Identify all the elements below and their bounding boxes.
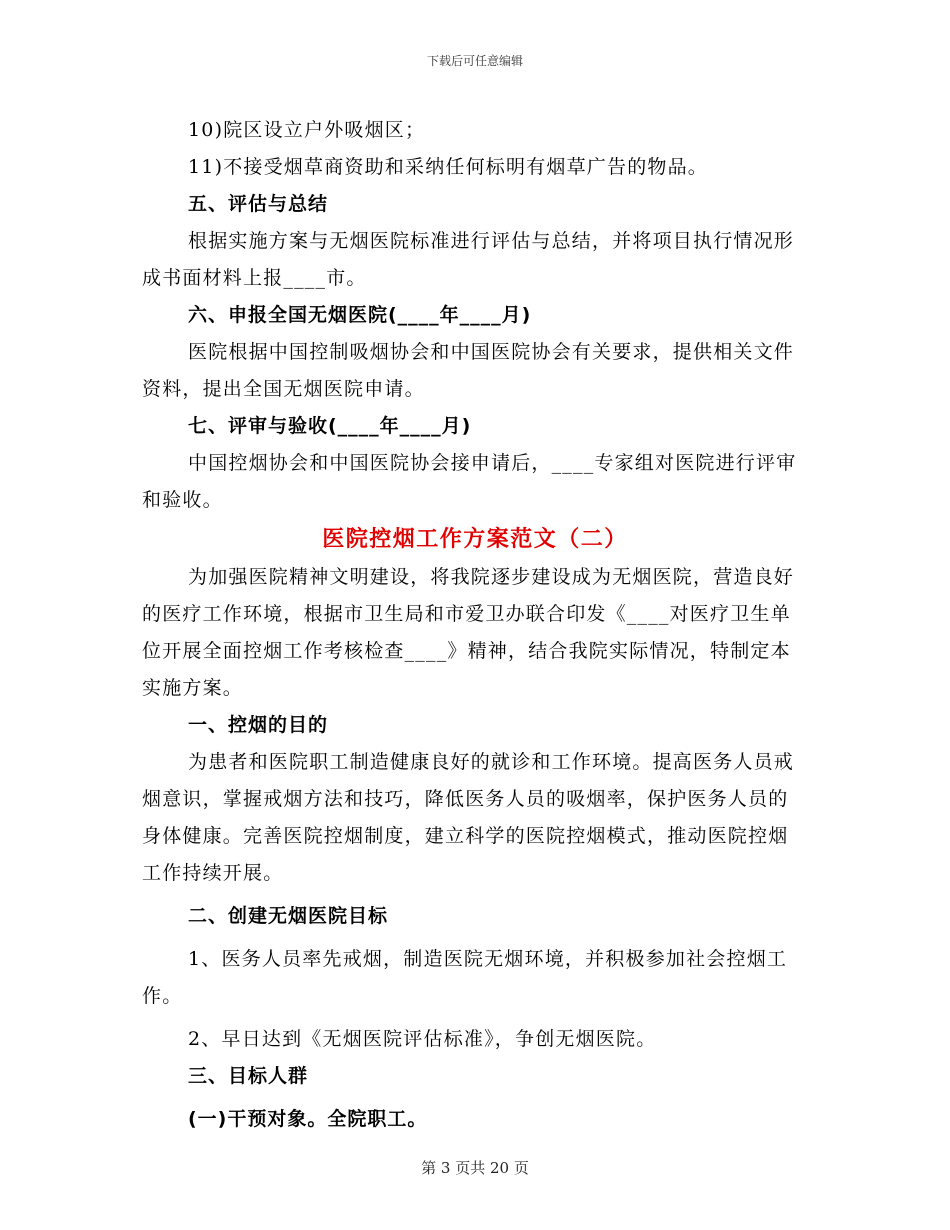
subheading-intervention: (一)干预对象。全院职工。 — [188, 1108, 428, 1130]
paragraph-intro: 为加强医院精神文明建设，将我院逐步建设成为无烟医院，营造良好的医疗工作环境，根据市卫生局和市爱卫办联合印发《____对医疗卫生单位开展全面控烟工作考核检查____》精神，结合我院实际情况，特制定本实施方案。 — [142, 566, 795, 699]
section-heading-apply: 六、申报全国无烟医院(____年____月) — [188, 304, 532, 326]
list-item-10: 10)院区设立户外吸烟区； — [188, 119, 426, 141]
section-heading-review: 七、评审与验收(____年____月) — [188, 415, 472, 437]
goal-item-1: 1、医务人员率先戒烟，制造医院无烟环境，并积极参加社会控烟工作。 — [142, 948, 788, 1007]
section-heading-target: 三、目标人群 — [188, 1065, 309, 1087]
document-title: 医院控烟工作方案范文（二） — [322, 527, 628, 552]
paragraph-evaluation: 根据实施方案与无烟医院标准进行评估与总结，并将项目执行情况形成书面材料上报____市。 — [142, 230, 795, 289]
page-footer: 第 3 页共 20 页 — [421, 1159, 529, 1177]
list-item-11: 11)不接受烟草商资助和采纳任何标明有烟草广告的物品。 — [188, 156, 708, 178]
goal-item-2: 2、早日达到《无烟医院评估标准》，争创无烟医院。 — [188, 1028, 657, 1050]
document-body — [142, 112, 808, 1138]
paragraph-purpose: 为患者和医院职工制造健康良好的就诊和工作环境。提高医务人员戒烟意识，掌握戒烟方法和技巧，降低医务人员的吸烟率，保护医务人员的身体健康。完善医院控烟制度，建立科学的医院控烟模式，推动医院控烟工作持续开展。 — [142, 751, 795, 884]
section-heading-purpose: 一、控烟的目的 — [188, 714, 329, 736]
section-heading-evaluation: 五、评估与总结 — [188, 193, 329, 215]
section-heading-goal: 二、创建无烟医院目标 — [188, 905, 389, 927]
paragraph-review: 中国控烟协会和中国医院协会接申请后，____专家组对医院进行评审和验收。 — [142, 452, 797, 511]
page-header: 下载后可任意编辑 — [426, 54, 523, 68]
paragraph-apply: 医院根据中国控制吸烟协会和中国医院协会有关要求，提供相关文件资料，提出全国无烟医院申请。 — [142, 341, 795, 400]
